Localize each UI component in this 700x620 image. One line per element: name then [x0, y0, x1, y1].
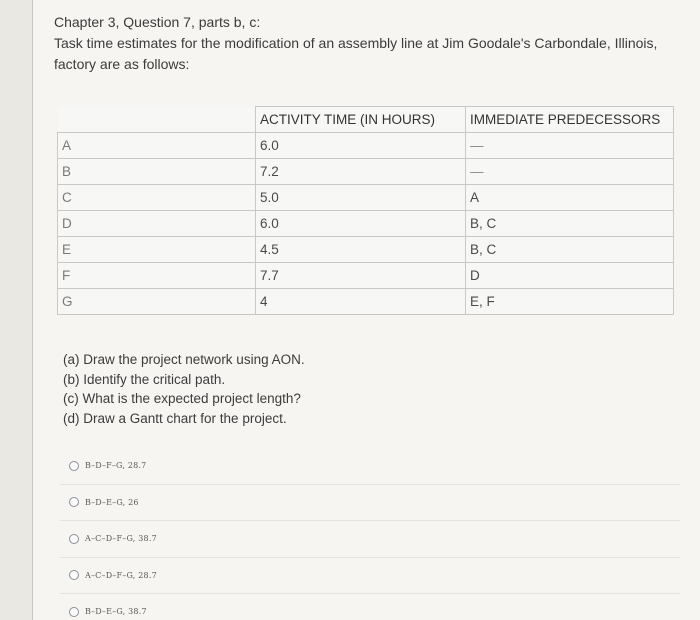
- radio-button-icon[interactable]: [69, 461, 79, 471]
- table-row: [58, 237, 674, 263]
- activity-label: A: [58, 133, 256, 159]
- table-row: [58, 133, 674, 159]
- activity-time: 6.0: [256, 133, 466, 159]
- question-title: Chapter 3, Question 7, parts b, c:: [54, 14, 261, 30]
- activity-label: D: [58, 211, 256, 237]
- answer-option-3[interactable]: [60, 521, 680, 558]
- activity-time: 4.5: [256, 237, 466, 263]
- answer-options: [60, 448, 680, 620]
- activity-predecessors: D: [466, 263, 674, 289]
- answer-option-label: A–C–D–F–G, 38.7: [85, 534, 157, 544]
- task-list: [63, 350, 305, 428]
- activity-table: [57, 106, 674, 315]
- answer-option-1[interactable]: [60, 448, 680, 485]
- activity-label: C: [58, 185, 256, 211]
- radio-button-icon[interactable]: [69, 534, 79, 544]
- activity-predecessors: E, F: [466, 289, 674, 315]
- radio-button-icon[interactable]: [69, 497, 79, 507]
- activity-predecessors: —: [466, 133, 674, 159]
- question-header: [54, 12, 674, 75]
- table-row: [58, 263, 674, 289]
- activity-time: 4: [256, 289, 466, 315]
- activity-time: 6.0: [256, 211, 466, 237]
- activity-predecessors: —: [466, 159, 674, 185]
- table-row: [58, 185, 674, 211]
- answer-option-2[interactable]: [60, 485, 680, 522]
- task-b: (b) Identify the critical path.: [63, 371, 226, 387]
- activity-predecessors: B, C: [466, 237, 674, 263]
- task-d: (d) Draw a Gantt chart for the project.: [63, 410, 287, 426]
- task-a: (a) Draw the project network using AON.: [63, 352, 305, 367]
- table-row: [58, 289, 674, 315]
- question-text-line-1: Task time estimates for the modification of an assembly line at Jim Goodale's Carbondale, Illinois,: [54, 35, 658, 51]
- activity-predecessors: A: [466, 185, 674, 211]
- task-c: (c) What is the expected project length?: [63, 391, 301, 406]
- question-text-line-2: factory are as follows:: [54, 56, 190, 72]
- activity-predecessors: B, C: [466, 211, 674, 237]
- activity-label: E: [58, 237, 256, 263]
- table-header-activity-time: ACTIVITY TIME (IN HOURS): [256, 107, 466, 133]
- answer-option-4[interactable]: [60, 558, 680, 595]
- table-header-row: [58, 107, 674, 133]
- radio-button-icon[interactable]: [69, 607, 79, 617]
- answer-option-5[interactable]: [60, 594, 680, 620]
- activity-time: 5.0: [256, 185, 466, 211]
- radio-button-icon[interactable]: [69, 570, 79, 580]
- table-row: [58, 159, 674, 185]
- activity-time: 7.2: [256, 159, 466, 185]
- activity-time: 7.7: [256, 263, 466, 289]
- answer-option-label: B–D–E–G, 26: [85, 497, 139, 507]
- table-header-predecessors: IMMEDIATE PREDECESSORS: [466, 107, 674, 133]
- activity-label: B: [58, 159, 256, 185]
- table-row: [58, 211, 674, 237]
- activity-label: G: [58, 289, 256, 315]
- activity-label: F: [58, 263, 256, 289]
- answer-option-label: B–D–E–G, 38.7: [85, 607, 147, 617]
- answer-option-label: B–D–F–G, 28.7: [85, 461, 147, 471]
- table-header-activity: [58, 107, 256, 133]
- answer-option-label: A–C–D–F–G, 28.7: [85, 570, 157, 580]
